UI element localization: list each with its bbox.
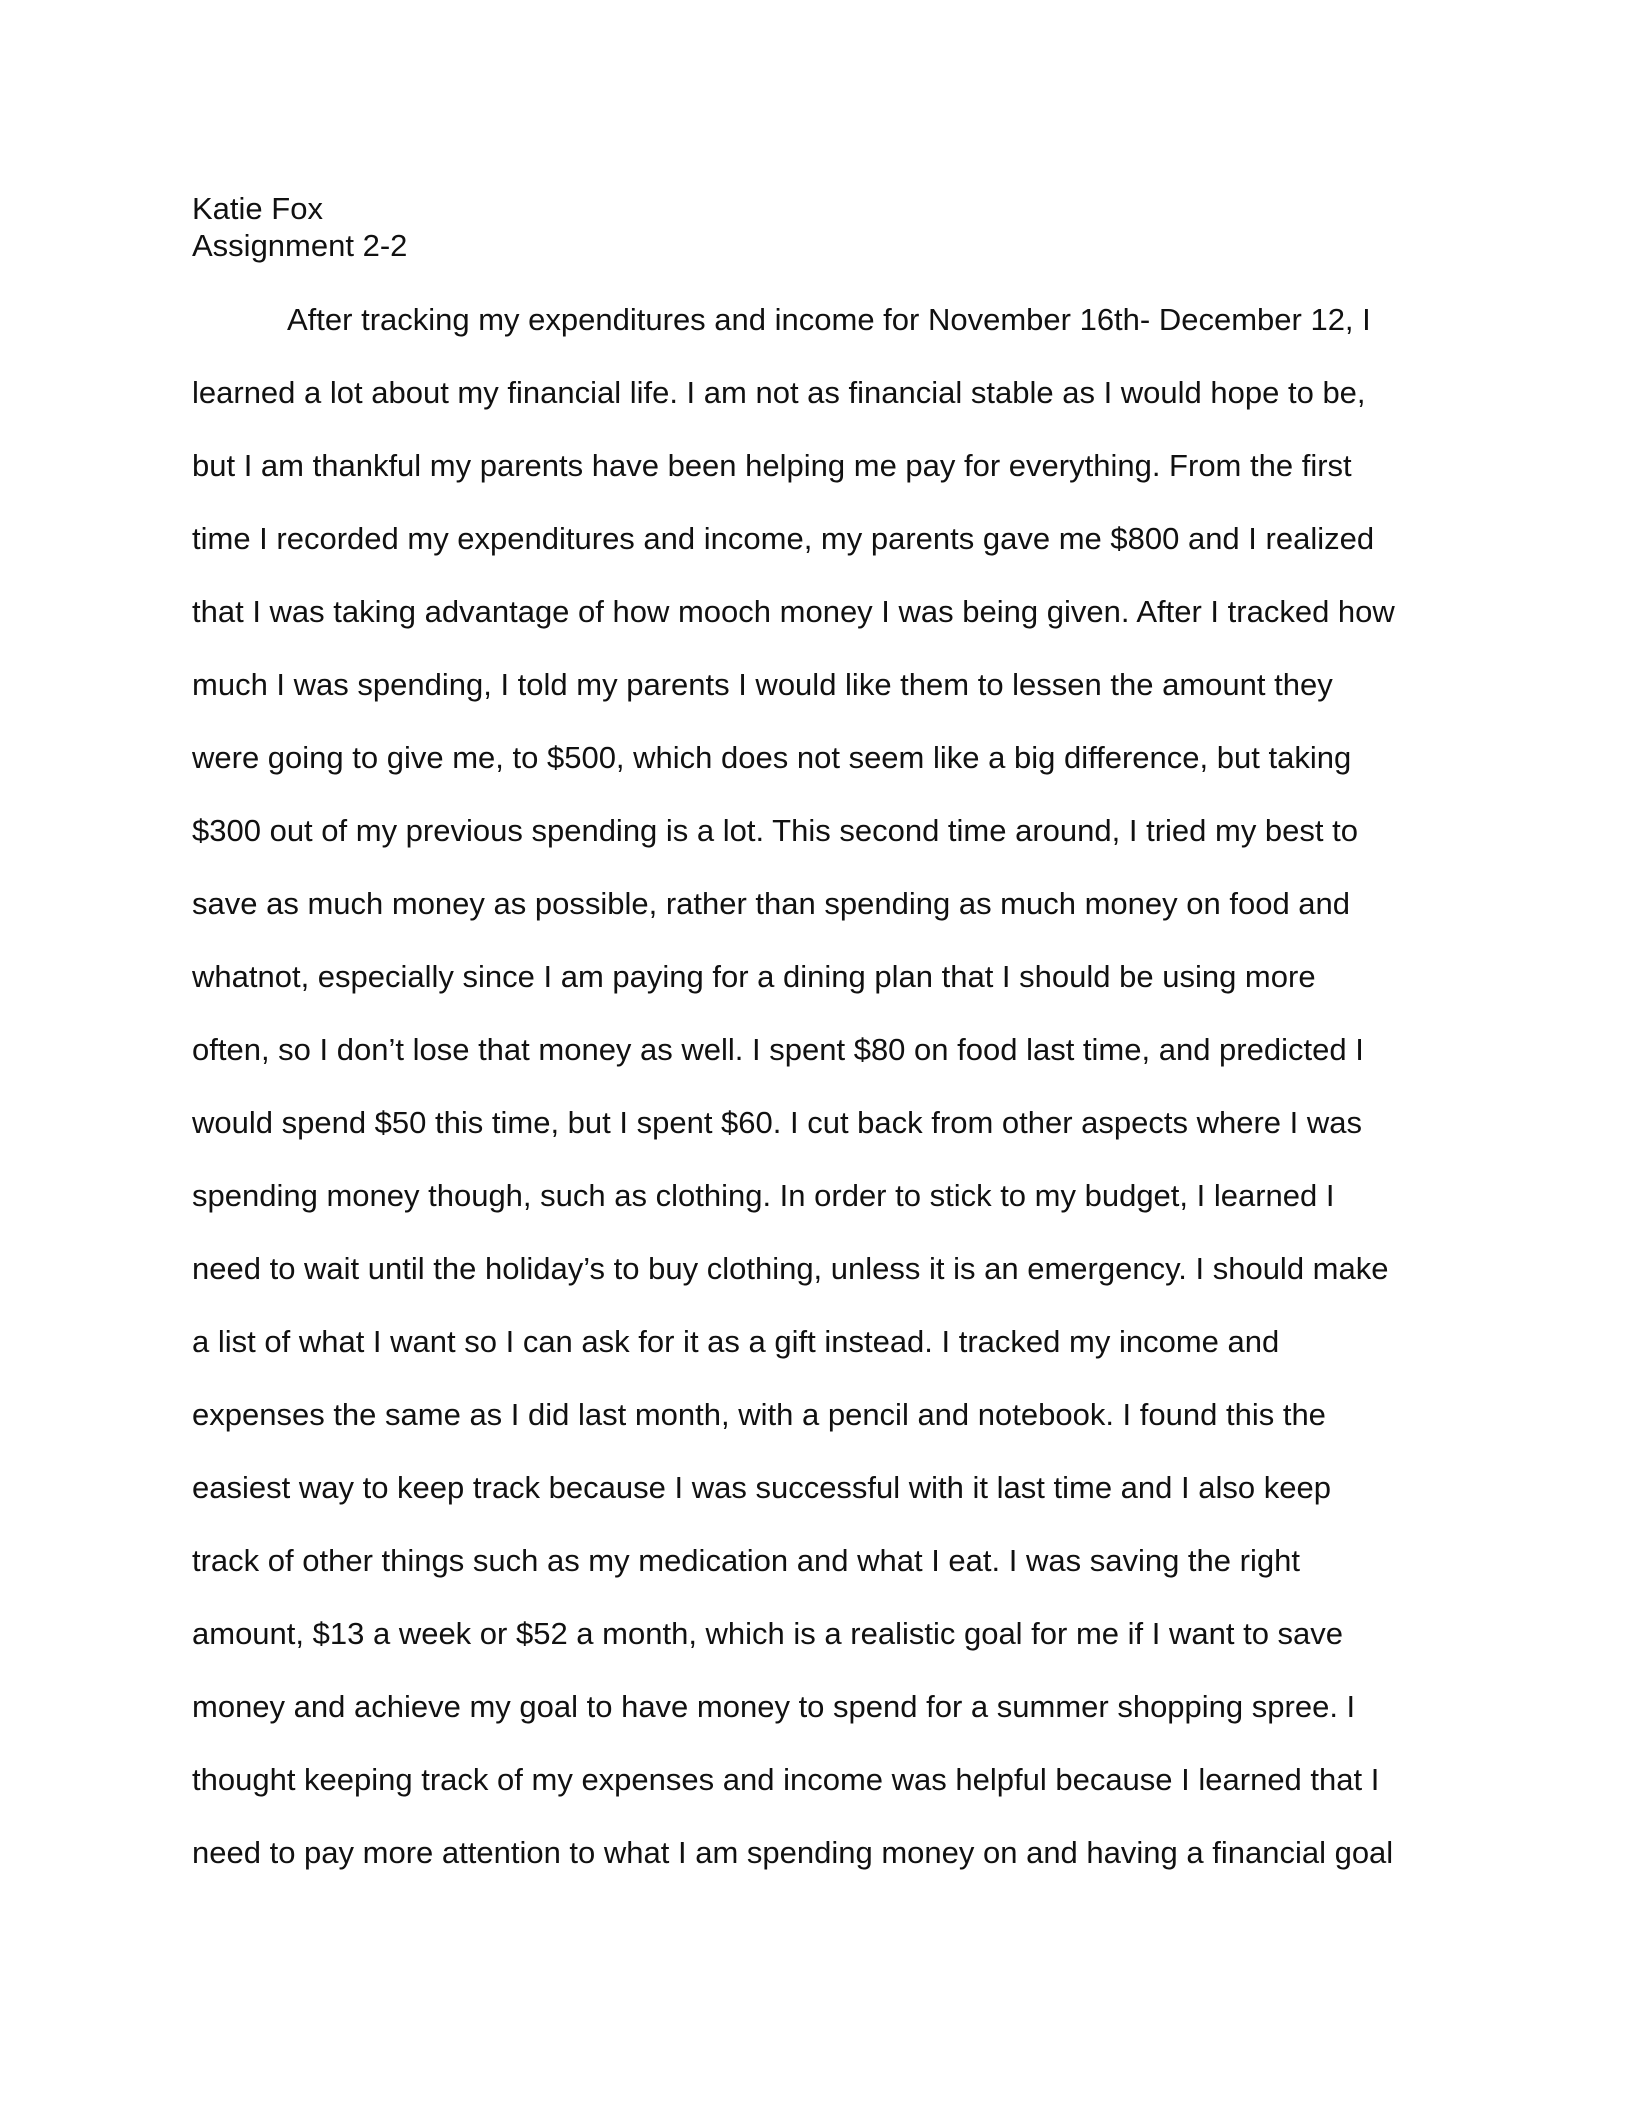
essay-line: that I was taking advantage of how mooch money I was being given. After I tracked how — [192, 594, 1395, 629]
essay-line: much I was spending, I told my parents I would like them to lessen the amount they — [192, 667, 1333, 702]
essay-line: but I am thankful my parents have been helping me pay for everything. From the first — [192, 448, 1352, 483]
essay-line: learned a lot about my financial life. I am not as financial stable as I would hope to be, — [192, 375, 1366, 410]
essay-line: spending money though, such as clothing. In order to stick to my budget, I learned I — [192, 1178, 1335, 1213]
essay-line: would spend $50 this time, but I spent $60. I cut back from other aspects where I was — [192, 1105, 1363, 1140]
essay-line: amount, $13 a week or $52 a month, which is a realistic goal for me if I want to save — [192, 1616, 1344, 1651]
essay-line: need to pay more attention to what I am spending money on and having a financial goal — [192, 1835, 1394, 1870]
essay-line: were going to give me, to $500, which does not seem like a big difference, but taking — [192, 740, 1352, 775]
essay-line: $300 out of my previous spending is a lot. This second time around, I tried my best to — [192, 813, 1358, 848]
essay-line: expenses the same as I did last month, with a pencil and notebook. I found this the — [192, 1397, 1326, 1432]
document-header — [192, 190, 407, 264]
essay-line: thought keeping track of my expenses and income was helpful because I learned that I — [192, 1762, 1380, 1797]
essay-line: track of other things such as my medication and what I eat. I was saving the right — [192, 1543, 1300, 1578]
essay-line: save as much money as possible, rather than spending as much money on food and — [192, 886, 1351, 921]
assignment-title: Assignment 2-2 — [192, 228, 408, 263]
essay-line: After tracking my expenditures and income for November 16th- December 12, I — [287, 302, 1371, 337]
essay-line: whatnot, especially since I am paying for a dining plan that I should be using more — [192, 959, 1316, 994]
essay-line: money and achieve my goal to have money to spend for a summer shopping spree. I — [192, 1689, 1356, 1724]
essay-line: easiest way to keep track because I was successful with it last time and I also keep — [192, 1470, 1331, 1505]
essay-line: a list of what I want so I can ask for it as a gift instead. I tracked my income and — [192, 1324, 1280, 1359]
essay-line: time I recorded my expenditures and income, my parents gave me $800 and I realized — [192, 521, 1375, 556]
essay-line: need to wait until the holiday’s to buy clothing, unless it is an emergency. I should make — [192, 1251, 1389, 1286]
author-name: Katie Fox — [192, 191, 323, 226]
essay-line: often, so I don’t lose that money as well. I spent $80 on food last time, and predicted I — [192, 1032, 1364, 1067]
